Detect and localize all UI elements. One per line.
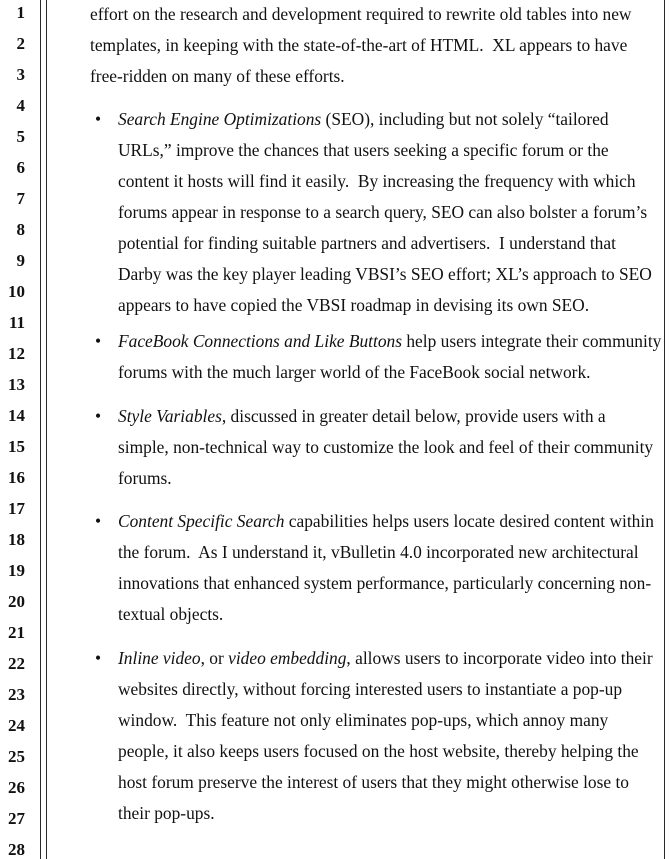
line-number: 6 <box>16 158 25 177</box>
italic-term: Style Variables <box>118 406 222 426</box>
bullet-marker: • <box>95 109 102 129</box>
text-line: forums with the much larger world of the FaceBook social network. <box>118 362 591 382</box>
line-number: 3 <box>16 65 25 84</box>
line-number: 2 <box>16 34 25 53</box>
bullet-first-line <box>118 109 609 129</box>
italic-term: FaceBook Connections and Like Buttons <box>118 331 402 351</box>
text-run: (SEO), including but not solely “tailored <box>321 109 609 129</box>
text-line: effort on the research and development required to rewrite old tables into new <box>90 4 632 24</box>
line-number: 17 <box>8 499 25 518</box>
italic-term: Content Specific Search <box>118 511 285 531</box>
text-line: potential for finding suitable partners and advertisers. I understand that <box>118 233 616 253</box>
bullet-marker: • <box>95 331 102 351</box>
text-line: Darby was the key player leading VBSI’s SEO effort; XL’s approach to SEO <box>118 264 652 284</box>
line-number: 7 <box>16 189 25 208</box>
bullet-marker: • <box>95 648 102 668</box>
line-number: 9 <box>16 251 25 270</box>
bullet-first-line <box>118 648 653 668</box>
line-number: 14 <box>8 406 25 425</box>
text-line: host forum preserve the interest of users that they might otherwise lose to <box>118 772 629 792</box>
text-run: , allows users to incorporate video into their <box>346 648 653 668</box>
line-number: 10 <box>8 282 25 301</box>
line-number: 20 <box>8 592 25 611</box>
bullet-first-line <box>118 406 606 426</box>
text-line: websites directly, without forcing interested users to instantiate a pop-up <box>118 679 623 699</box>
line-number: 21 <box>8 623 25 642</box>
text-run: capabilities helps users locate desired content within <box>284 511 654 531</box>
text-line: forums appear in response to a search query, SEO can also bolster a forum’s <box>118 202 648 222</box>
line-number: 15 <box>8 437 25 456</box>
line-number: 5 <box>16 127 25 146</box>
left-margin-rule <box>40 0 41 859</box>
line-number: 8 <box>16 220 25 239</box>
line-number: 11 <box>8 313 25 332</box>
line-number: 4 <box>16 96 25 115</box>
text-line: the forum. As I understand it, vBulletin 4.0 incorporated new architectural <box>118 542 639 562</box>
line-number: 26 <box>8 778 25 797</box>
text-line: textual objects. <box>118 604 224 624</box>
line-number: 28 <box>8 840 25 859</box>
line-number: 12 <box>8 344 25 363</box>
text-line: simple, non-technical way to customize the look and feel of their community <box>118 437 654 457</box>
line-number: 1 <box>16 3 25 22</box>
italic-term: Inline video <box>118 648 201 668</box>
italic-term: video embedding <box>228 648 347 668</box>
line-number: 13 <box>8 375 25 394</box>
line-number: 24 <box>8 716 25 735</box>
left-margin-rule-inner <box>46 0 47 859</box>
text-line: window. This feature not only eliminates pop-ups, which annoy many <box>118 710 609 730</box>
text-line: free-ridden on many of these efforts. <box>90 66 345 86</box>
text-line: their pop-ups. <box>118 803 215 823</box>
text-run: , discussed in greater detail below, provide users with a <box>221 406 606 426</box>
text-line: people, it also keeps users focused on the host website, thereby helping the <box>118 741 639 761</box>
text-line: templates, in keeping with the state-of-the-art of HTML. XL appears to have <box>90 35 628 55</box>
bullet-first-line <box>118 331 661 351</box>
text-run: , or <box>200 648 229 668</box>
line-number: 25 <box>8 747 25 766</box>
line-number: 19 <box>8 561 25 580</box>
text-line: forums. <box>118 468 172 488</box>
text-line: appears to have copied the VBSI roadmap in devising its own SEO. <box>118 295 590 315</box>
text-run: help users integrate their community <box>402 331 662 351</box>
bullet-first-line <box>118 511 654 531</box>
text-line: URLs,” improve the chances that users seeking a specific forum or the <box>118 140 609 160</box>
text-line: content it hosts will find it easily. By increasing the frequency with which <box>118 171 636 191</box>
line-number: 22 <box>8 654 25 673</box>
line-number: 16 <box>8 468 25 487</box>
line-number: 23 <box>8 685 25 704</box>
italic-term: Search Engine Optimizations <box>118 109 322 129</box>
text-line: innovations that enhanced system performance, particularly concerning non- <box>118 573 652 593</box>
right-margin-rule <box>664 0 665 859</box>
bullet-marker: • <box>95 511 102 531</box>
line-number: 27 <box>8 809 25 828</box>
bullet-marker: • <box>95 406 102 426</box>
line-number: 18 <box>8 530 25 549</box>
